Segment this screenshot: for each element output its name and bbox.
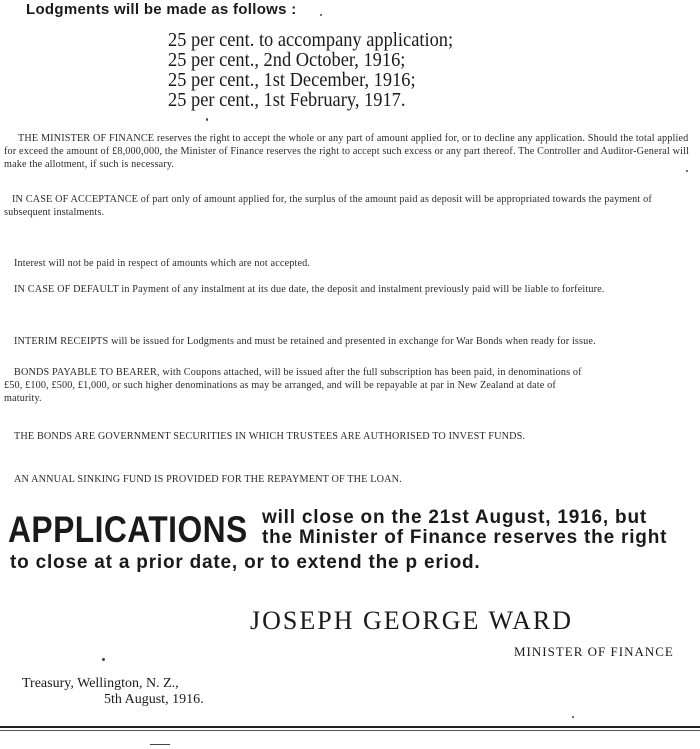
- bottom-rule-thin: [0, 730, 700, 731]
- bottom-rule: [0, 726, 700, 728]
- closing-line-2: the Minister of Finance reserves the right: [262, 527, 668, 548]
- instalment-item: 25 per cent., 2nd October, 1916;: [168, 49, 406, 71]
- print-speck: [572, 716, 574, 718]
- print-speck: [206, 118, 208, 121]
- print-speck: [102, 658, 105, 661]
- paragraph-interest: Interest will not be paid in respect of amounts which are not accepted.: [14, 258, 311, 269]
- bonds-line: BONDS PAYABLE TO BEARER, with Coupons attached, will be issued after the full subscription has been paid, in denominations of: [14, 367, 582, 378]
- paragraph-interim-receipts: INTERIM RECEIPTS will be issued for Lodgments and must be retained and presented in exchange for War Bonds when ready for issue.: [14, 336, 596, 347]
- instalment-item: 25 per cent., 1st December, 1916;: [168, 69, 416, 91]
- print-speck: [686, 170, 688, 172]
- closing-line-1: will close on the 21st August, 1916, but: [262, 507, 647, 528]
- signatory-name: JOSEPH GEORGE WARD: [250, 606, 573, 635]
- bonds-line: maturity.: [4, 393, 42, 404]
- print-speck: [320, 14, 322, 16]
- instalment-item: 25 per cent. to accompany application;: [168, 29, 454, 51]
- paragraph-default: IN CASE OF DEFAULT in Payment of any instalment at its due date, the deposit and instalment previously paid will be liable to forfeiture.: [14, 284, 605, 295]
- lodgments-heading: Lodgments will be made as follows :: [26, 1, 297, 18]
- paragraph-minister-reserves: THE MINISTER OF FINANCE reserves the right to accept the whole or any part of amount applied for, or to decline any application. Should the total applied for exceed the amount of £8,000,000, the Minister of Finance reserves the right to accept such excess or any part thereof. The Controller and Auditor-General will make the allotment, if such is necessary.: [4, 133, 690, 170]
- issue-place: Treasury, Wellington, N. Z.,: [22, 676, 179, 691]
- signatory-title: MINISTER OF FINANCE: [514, 644, 674, 659]
- applications-headline: APPLICATIONS: [8, 509, 248, 550]
- paragraph-acceptance: IN CASE OF ACCEPTANCE of part only of amount applied for, the surplus of the amount paid as deposit will be appropriated towards the payment of subsequent instalments.: [4, 194, 652, 218]
- closing-line-3: to close at a prior date, or to extend the p eriod.: [10, 552, 481, 573]
- instalment-item: 25 per cent., 1st February, 1917.: [168, 89, 406, 111]
- paragraph-sinking-fund: AN ANNUAL SINKING FUND IS PROVIDED FOR THE REPAYMENT OF THE LOAN.: [14, 474, 402, 485]
- issue-date: 5th August, 1916.: [104, 692, 204, 707]
- paragraph-trustees: THE BONDS ARE GOVERNMENT SECURITIES IN WHICH TRUSTEES ARE AUTHORISED TO INVEST FUNDS.: [14, 431, 526, 442]
- bonds-line: £50, £100, £500, £1,000, or such higher denominations as may be arranged, and will be repayable at par in New Zealand at date of: [4, 380, 556, 391]
- print-speck: [150, 744, 170, 745]
